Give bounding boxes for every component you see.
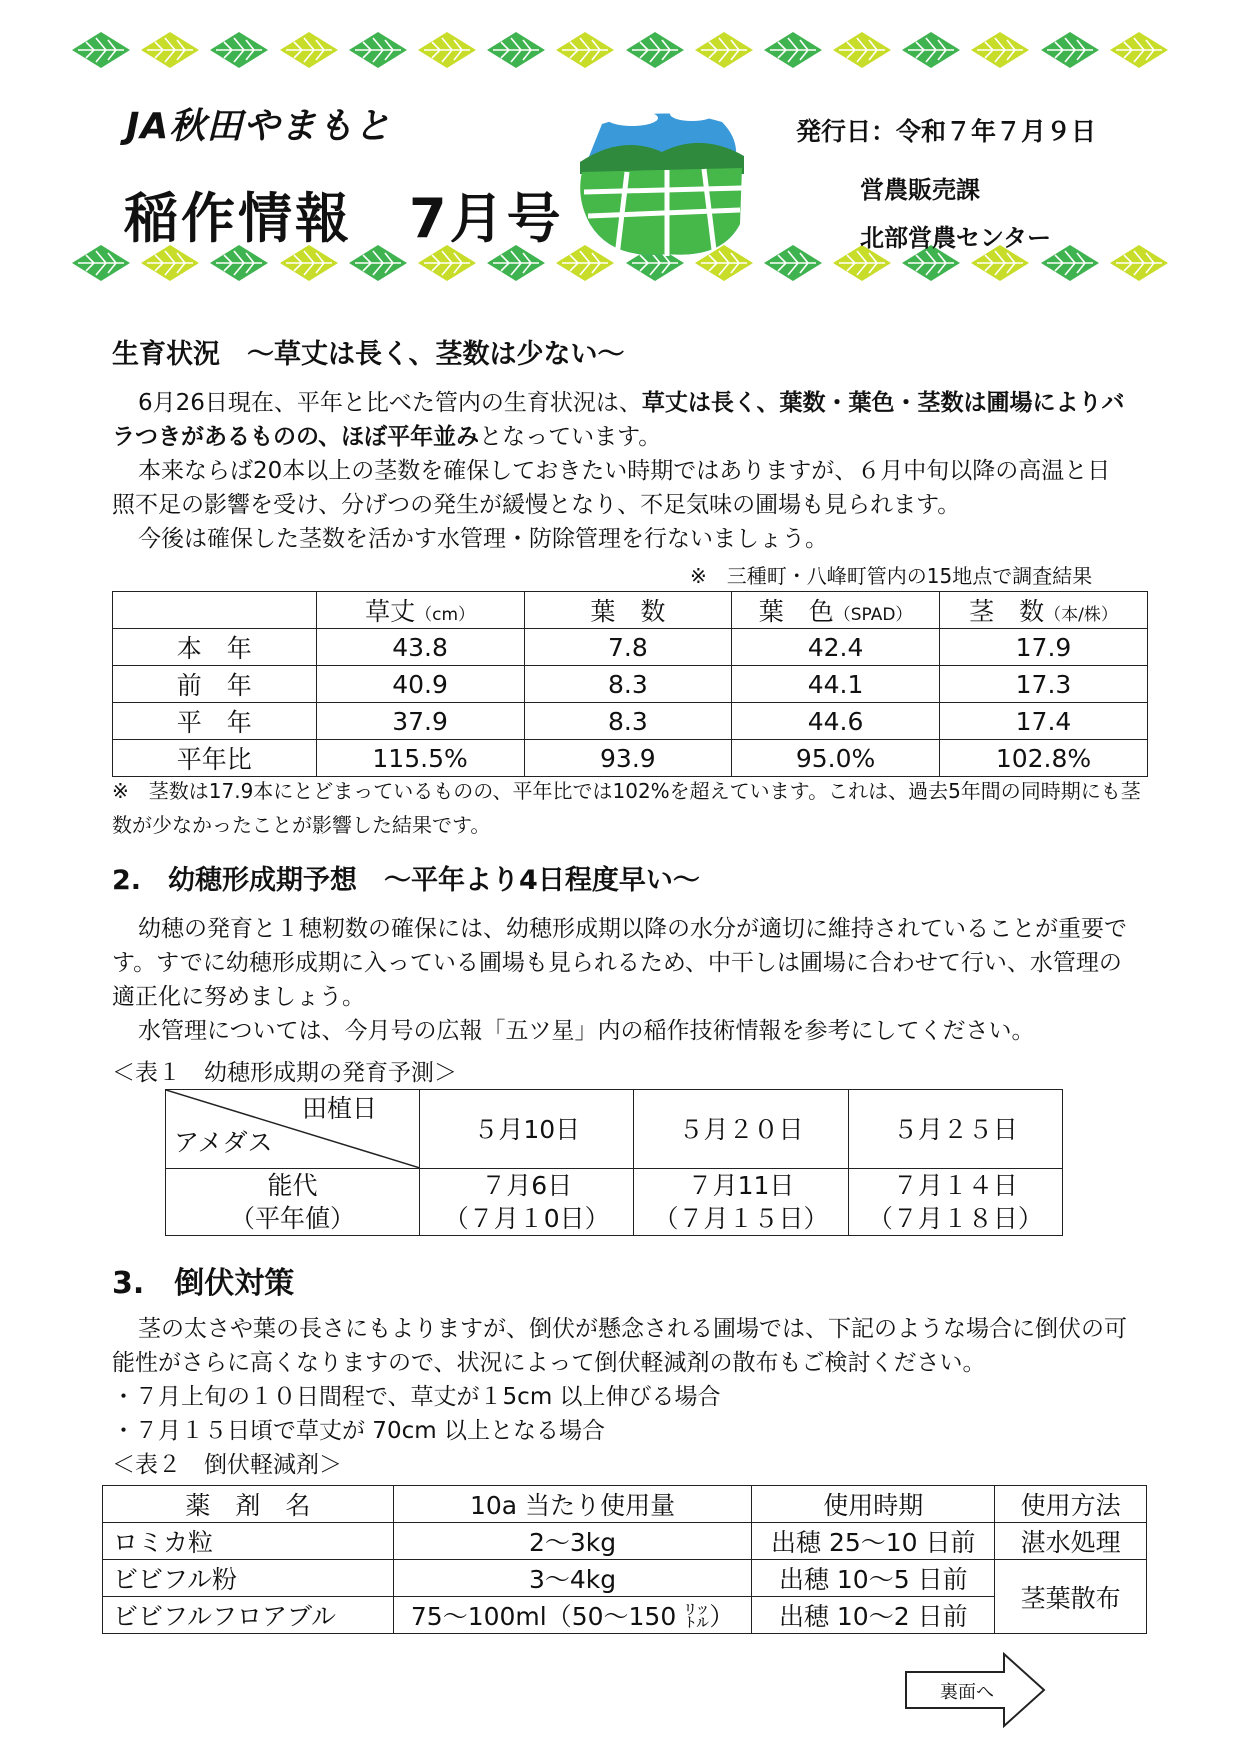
cell: 17.9 bbox=[940, 629, 1148, 666]
leaf-icon bbox=[693, 30, 755, 70]
agent-name: ビビフルフロアブル bbox=[103, 1597, 394, 1634]
amount: 75～100ml（50～150 ㍑） bbox=[393, 1597, 752, 1634]
leaf-icon bbox=[1039, 30, 1101, 70]
timing: 出穂 10～2 日前 bbox=[752, 1597, 995, 1634]
leaf-icon bbox=[139, 30, 201, 70]
section3-heading: 3. 倒伏対策 bbox=[112, 1266, 295, 1301]
cell: 95.0% bbox=[732, 740, 940, 777]
next-page-arrow[interactable] bbox=[904, 1652, 1046, 1732]
amount: 3～4kg bbox=[393, 1560, 752, 1597]
table1-caption: ＜表１ 幼穂形成期の発育予測＞ bbox=[112, 1060, 457, 1086]
cell: 17.3 bbox=[940, 666, 1148, 703]
timing: 出穂 25～10 日前 bbox=[752, 1523, 995, 1560]
corner-top-label: 田植日 bbox=[302, 1094, 378, 1123]
table-row bbox=[103, 1560, 1147, 1597]
s2-para1: 幼穂の発育と１穂籾数の確保には、幼穂形成期以降の水分が適切に維持されていることが重要です。すでに幼穂形成期に入っている圃場も見られるため、中干しは圃場に合わせて行い、水管理の適正化に努めましょう。 bbox=[112, 916, 1127, 1010]
table-row bbox=[113, 740, 1148, 777]
section1-body bbox=[112, 386, 1132, 556]
para1-start: 6月26日現在、平年と比べた管内の生育状況は、 bbox=[138, 390, 642, 416]
cell: 17.4 bbox=[940, 703, 1148, 740]
cell: 7.8 bbox=[524, 629, 732, 666]
leaf-icon bbox=[762, 243, 824, 283]
para1-bold: 草丈は長く、葉数・葉色・茎数は圃場によりバラつきがあるものの、ほぼ平年並み bbox=[112, 390, 1125, 450]
col-header: 葉 数 bbox=[524, 592, 732, 629]
col-header: 茎 数（本/株） bbox=[940, 592, 1148, 629]
leaf-icon bbox=[969, 30, 1031, 70]
table-footnote: ※ 茎数は17.9本にとどまっているものの、平年比では102%を超えています。これは、過去5年間の同時期にも茎数が少なかったことが影響した結果です。 bbox=[112, 779, 1141, 837]
timing: 出穂 10～5 日前 bbox=[752, 1560, 995, 1597]
cell: 43.8 bbox=[316, 629, 524, 666]
prediction-cell: ７月6日 （７月１0日） bbox=[420, 1169, 634, 1236]
leaf-icon bbox=[485, 30, 547, 70]
table2-caption: ＜表２ 倒伏軽減剤＞ bbox=[112, 1452, 342, 1478]
dept-sales: 営農販売課 bbox=[860, 176, 980, 204]
leaf-icon bbox=[1108, 243, 1170, 283]
table-row bbox=[103, 1597, 1147, 1634]
leaf-icon bbox=[347, 30, 409, 70]
cell: 42.4 bbox=[732, 629, 940, 666]
section3-body bbox=[112, 1312, 1132, 1482]
bullet-2: ・７月１５日頃で草丈が 70cm 以上となる場合 bbox=[112, 1418, 605, 1444]
row-label: 前 年 bbox=[113, 666, 317, 703]
table-header-row bbox=[166, 1090, 1063, 1169]
row-label: 平 年 bbox=[113, 703, 317, 740]
col-header: 使用時期 bbox=[752, 1486, 995, 1523]
method: 湛水処理 bbox=[995, 1523, 1147, 1560]
table-row bbox=[113, 629, 1148, 666]
agent-name: ロミカ粒 bbox=[103, 1523, 394, 1560]
s2-para2: 水管理については、今月号の広報「五ツ星」内の稲作技術情報を参考にしてください。 bbox=[138, 1018, 1035, 1044]
section2-heading: 2. 幼穂形成期予想 ～平年より4日程度早い～ bbox=[112, 865, 700, 896]
heading-prediction-table bbox=[165, 1089, 1063, 1236]
leaf-icon bbox=[762, 30, 824, 70]
leaf-icon bbox=[900, 30, 962, 70]
cell: 102.8% bbox=[940, 740, 1148, 777]
leaf-icon bbox=[278, 30, 340, 70]
leaf-icon bbox=[831, 30, 893, 70]
section2-body bbox=[112, 912, 1132, 1048]
date-header: ５月10日 bbox=[420, 1090, 634, 1169]
leaf-icon bbox=[416, 30, 478, 70]
col-header: 草丈（cm） bbox=[316, 592, 524, 629]
col-header: 葉 色（SPAD） bbox=[732, 592, 940, 629]
table-header-row bbox=[103, 1486, 1147, 1523]
table-row bbox=[103, 1523, 1147, 1560]
amount: 2～3kg bbox=[393, 1523, 752, 1560]
survey-note: ※ 三種町・八峰町管内の15地点で調査結果 bbox=[690, 564, 1093, 588]
para2: 本来ならば20本以上の茎数を確保しておきたい時期ではありますが、６月中旬以降の高温と日照不足の影響を受け、分げつの発生が緩慢となり、不足気味の圃場も見られます。 bbox=[112, 458, 1111, 518]
col-header: 薬 剤 名 bbox=[103, 1486, 394, 1523]
rice-field-illustration bbox=[572, 104, 752, 264]
cell: 115.5% bbox=[316, 740, 524, 777]
dept-center: 北部営農センター bbox=[860, 224, 1052, 252]
cell: 8.3 bbox=[524, 666, 732, 703]
para1-end: となっています。 bbox=[479, 424, 662, 450]
next-page-label: 裏面へ bbox=[940, 1682, 994, 1703]
col-header: 使用方法 bbox=[995, 1486, 1147, 1523]
station-cell: 能代 （平年値） bbox=[166, 1169, 420, 1236]
diagonal-corner-cell bbox=[166, 1090, 420, 1169]
newsletter-title: 稲作情報 7月号 bbox=[124, 187, 564, 250]
prediction-cell: ７月１４日 （７月１８日） bbox=[848, 1169, 1062, 1236]
date-header: ５月２５日 bbox=[848, 1090, 1062, 1169]
row-label: 平年比 bbox=[113, 740, 317, 777]
table-row bbox=[166, 1169, 1063, 1236]
cell: 8.3 bbox=[524, 703, 732, 740]
table-row bbox=[113, 703, 1148, 740]
leaf-icon bbox=[208, 30, 270, 70]
issue-date: 発行日：令和７年７月９日 bbox=[796, 117, 1097, 146]
lodging-agent-table bbox=[102, 1485, 1147, 1634]
cell: 44.1 bbox=[732, 666, 940, 703]
growth-table bbox=[112, 591, 1148, 777]
cell: 37.9 bbox=[316, 703, 524, 740]
row-label: 本 年 bbox=[113, 629, 317, 666]
method: 茎葉散布 bbox=[995, 1560, 1147, 1634]
section1-heading: 生育状況 ～草丈は長く、茎数は少ない～ bbox=[112, 339, 625, 370]
org-name: JA秋田やまもと bbox=[126, 106, 392, 147]
corner-bottom-label: アメダス bbox=[174, 1128, 273, 1157]
table-row bbox=[113, 666, 1148, 703]
leaf-icon bbox=[70, 243, 132, 283]
leaf-icon bbox=[624, 30, 686, 70]
agent-name: ビビフル粉 bbox=[103, 1560, 394, 1597]
col-header: 10a 当たり使用量 bbox=[393, 1486, 752, 1523]
table-header-row bbox=[113, 592, 1148, 629]
para3: 今後は確保した茎数を活かす水管理・防除管理を行ないましょう。 bbox=[138, 526, 828, 552]
prediction-cell: ７月11日 （７月１５日） bbox=[634, 1169, 848, 1236]
s3-para1: 茎の太さや葉の長さにもよりますが、倒伏が懸念される圃場では、下記のような場合に倒伏の可能性がさらに高くなりますので、状況によって倒伏軽減剤の散布もご検討ください。 bbox=[112, 1316, 1127, 1376]
bullet-1: ・７月上旬の１０日間程で、草丈が１5cm 以上伸びる場合 bbox=[112, 1384, 721, 1410]
leaf-border-top bbox=[70, 30, 1170, 74]
cell: 40.9 bbox=[316, 666, 524, 703]
date-header: ５月２０日 bbox=[634, 1090, 848, 1169]
leaf-icon bbox=[1108, 30, 1170, 70]
cell: 93.9 bbox=[524, 740, 732, 777]
cell: 44.6 bbox=[732, 703, 940, 740]
leaf-icon bbox=[554, 30, 616, 70]
leaf-icon bbox=[70, 30, 132, 70]
corner-cell bbox=[113, 592, 317, 629]
